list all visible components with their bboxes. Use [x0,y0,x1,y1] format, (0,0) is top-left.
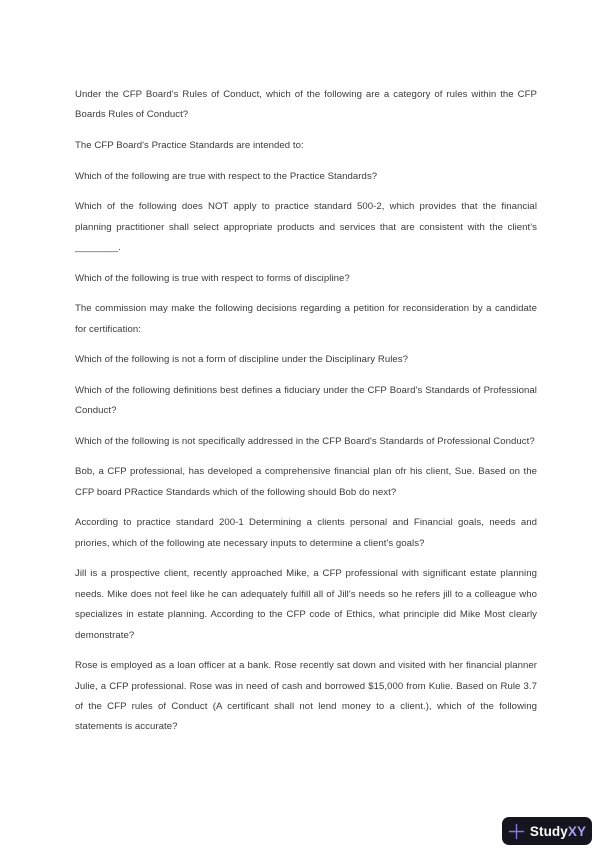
question-paragraph: According to practice standard 200-1 Determining a clients personal and Financial goals, needs and priories, which of the following ate necessary inputs to determine a client's goals? [75,517,537,549]
question-paragraph: Which of the following is not specifically addressed in the CFP Board's Standards of Professional Conduct? [75,435,535,447]
question-paragraph: Jill is a prospective client, recently approached Mike, a CFP professional with significant estate planning needs. Mike does not feel like he can adequately fulfill all of Jill's needs so he refers jill to a colleague who specializes in estate planning. According to the CFP code of Ethics, what principle did Mike Most clearly demonstrate? [75,568,537,641]
question-paragraph: Under the CFP Board's Rules of Conduct, which of the following are a category of rules within the CFP Boards Rules of Conduct? [75,89,537,121]
question-paragraph: The CFP Board's Practice Standards are intended to: [75,140,304,151]
question-paragraph: Rose is employed as a loan officer at a bank. Rose recently sat down and visited with her financial planner Julie, a CFP professional. Rose was in need of cash and borrowed $15,000 from Kulie. Based on Rule 3.7 of the CFP rules of Conduct (A certificant shall not lend money to a client.), which of the following statements is accurate? [75,660,537,733]
studyxy-badge [502,817,592,845]
brand-name [530,824,586,839]
question-list [75,85,537,748]
plus-icon [508,823,525,840]
question-paragraph: Which of the following is true with respect to forms of discipline? [75,272,350,284]
brand-xy-text: XY [567,823,587,839]
question-paragraph: Which of the following does NOT apply to practice standard 500-2, which provides that the financial planning practitioner shall select appropriate products and services that are consistent with the client's ________. [75,201,537,253]
question-paragraph: Which of the following definitions best defines a fiduciary under the CFP Board's Standards of Professional Conduct? [75,384,537,417]
question-paragraph: The commission may make the following decisions regarding a petition for reconsideration by a candidate for certification: [75,303,537,335]
brand-study-text: Study [529,823,568,839]
question-paragraph: Which of the following is not a form of discipline under the Disciplinary Rules? [75,354,409,366]
question-paragraph: Bob, a CFP professional, has developed a comprehensive financial plan ofr his client, Sue. Based on the CFP board PRactice Standards which of the following should Bob do next? [75,466,537,498]
question-paragraph: Which of the following are true with respect to the Practice Standards? [75,170,378,182]
